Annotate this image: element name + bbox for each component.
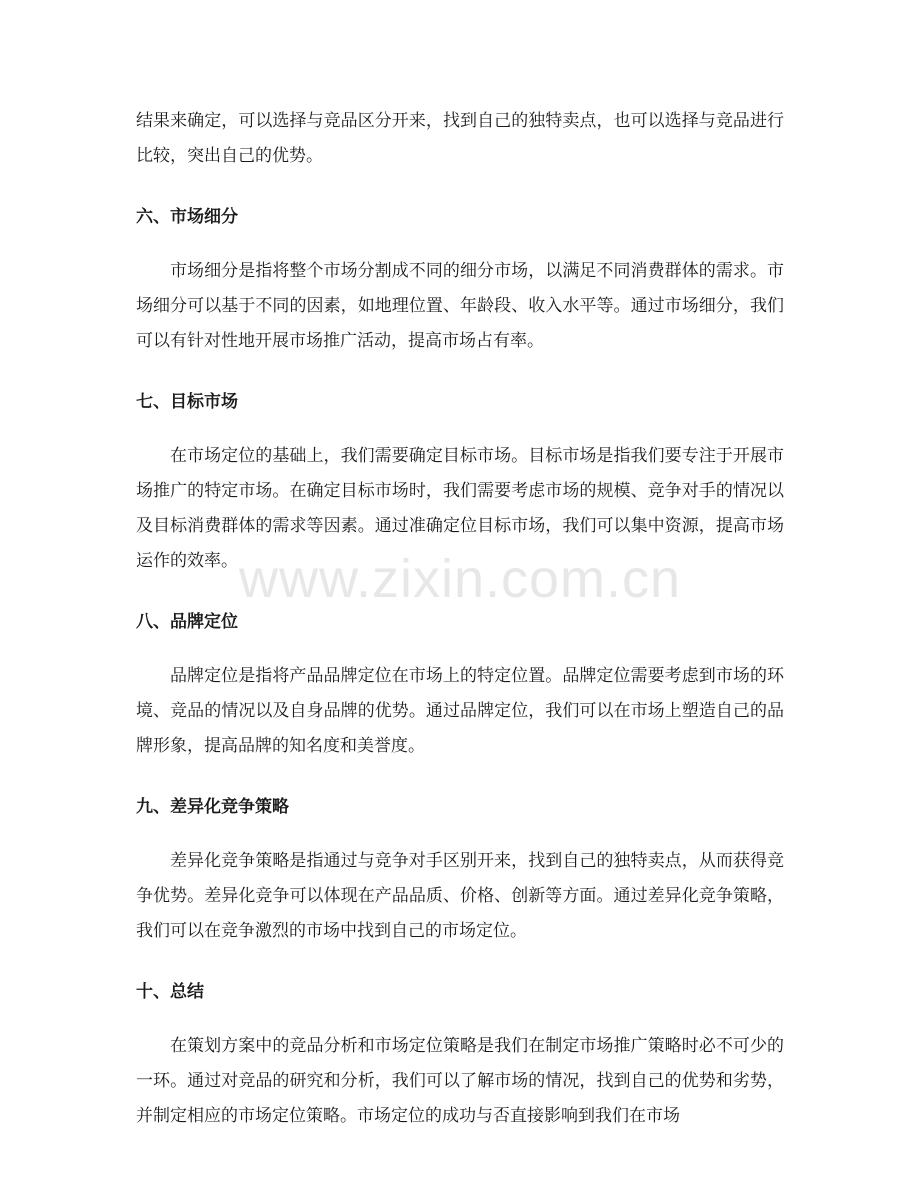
- section-7-heading: 七、目标市场: [136, 392, 238, 412]
- section-9-heading: 九、差异化竞争策略: [136, 797, 289, 817]
- section-7-paragraph: 在市场定位的基础上，我们需要确定目标市场。目标市场是指我们要专注于开展市场推广的特定市场。在确定目标市场时，我们需要考虑市场的规模、竞争对手的情况以及目标消费群体的需求等因素。通过准确定位目标市场，我们可以集中资源，提高市场运作的效率。: [136, 446, 784, 571]
- document-body: [136, 104, 784, 1134]
- section-6-paragraph: 市场细分是指将整个市场分割成不同的细分市场，以满足不同消费群体的需求。市场细分可以基于不同的因素，如地理位置、年龄段、收入水平等。通过市场细分，我们可以有针对性地开展市场推广活动，提高市场占有率。: [136, 261, 784, 351]
- intro-continuation-paragraph: 结果来确定，可以选择与竞品区分开来，找到自己的独特卖点，也可以选择与竞品进行比较，突出自己的优势。: [136, 111, 784, 166]
- watermark: www.zixin.com.cn: [238, 549, 682, 609]
- section-10-paragraph: 在策划方案中的竞品分析和市场定位策略是我们在制定市场推广策略时必不可少的一环。通过对竞品的研究和分析，我们可以了解市场的情况，找到自己的优势和劣势，并制定相应的市场定位策略。市场定位的成功与否直接影响到我们在市场: [136, 1036, 784, 1126]
- section-10-heading: 十、总结: [136, 982, 204, 1002]
- section-9-paragraph: 差异化竞争策略是指通过与竞争对手区别开来，找到自己的独特卖点，从而获得竞争优势。差异化竞争可以体现在产品品质、价格、创新等方面。通过差异化竞争策略，我们可以在竞争激烈的市场中找到自己的市场定位。: [136, 851, 784, 941]
- section-6-heading: 六、市场细分: [136, 207, 238, 227]
- section-8-heading: 八、品牌定位: [136, 612, 238, 632]
- section-8-paragraph: 品牌定位是指将产品品牌定位在市场上的特定位置。品牌定位需要考虑到市场的环境、竞品的情况以及自身品牌的优势。通过品牌定位，我们可以在市场上塑造自己的品牌形象，提高品牌的知名度和美誉度。: [136, 666, 784, 756]
